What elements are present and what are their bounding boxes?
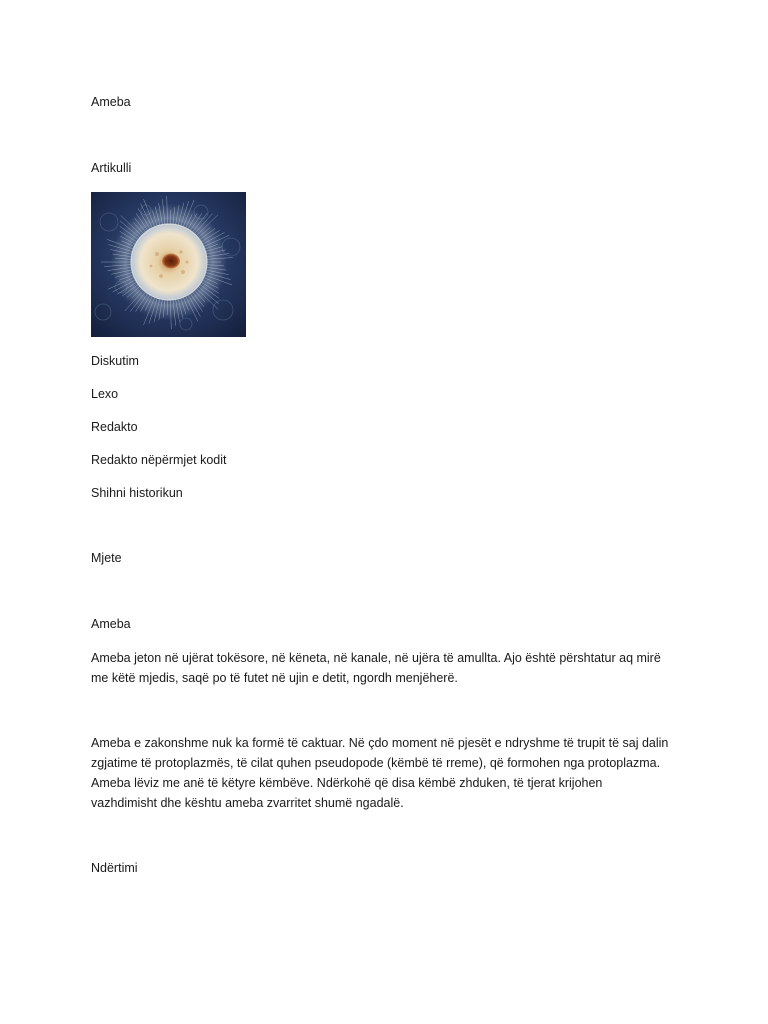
paragraph-line: Ameba e zakonshme nuk ka formë të caktuar. Në çdo moment në pjesët e ndryshme të trupit të saj dalin bbox=[91, 736, 669, 750]
tab-article[interactable]: Artikulli bbox=[91, 161, 132, 175]
paragraph-1 bbox=[91, 648, 701, 688]
nav-discussion[interactable]: Diskutim bbox=[91, 354, 139, 368]
paragraph-line: Ameba jeton në ujërat tokësore, në këneta, në kanale, në ujëra të amullta. Ajo është përshtatur aq mirë bbox=[91, 651, 661, 665]
structure-heading: Ndërtimi bbox=[91, 861, 138, 875]
tools-heading[interactable]: Mjete bbox=[91, 551, 122, 565]
nav-history[interactable]: Shihni historikun bbox=[91, 486, 183, 500]
page-title: Ameba bbox=[91, 95, 131, 109]
amoeba-image bbox=[91, 192, 246, 337]
paragraph-2 bbox=[91, 733, 701, 813]
nav-edit[interactable]: Redakto bbox=[91, 420, 138, 434]
paragraph-line: me këtë mjedis, saqë po të futet në ujin e detit, ngordh menjëherë. bbox=[91, 671, 458, 685]
nav-read[interactable]: Lexo bbox=[91, 387, 119, 401]
paragraph-line: vazhdimisht dhe kështu ameba zvarritet shumë ngadalë. bbox=[91, 796, 404, 810]
section-heading: Ameba bbox=[91, 617, 131, 631]
nav-edit-source[interactable]: Redakto nëpërmjet kodit bbox=[91, 453, 227, 467]
paragraph-line: Ameba lëviz me anë të këtyre këmbëve. Ndërkohë që disa këmbë zhduken, të tjerat krijohen bbox=[91, 776, 603, 790]
paragraph-line: zgjatime të protoplazmës, të cilat quhen pseudopode (këmbë të rreme), që formohen nga protoplazma. bbox=[91, 756, 661, 770]
nucleus bbox=[162, 254, 180, 269]
